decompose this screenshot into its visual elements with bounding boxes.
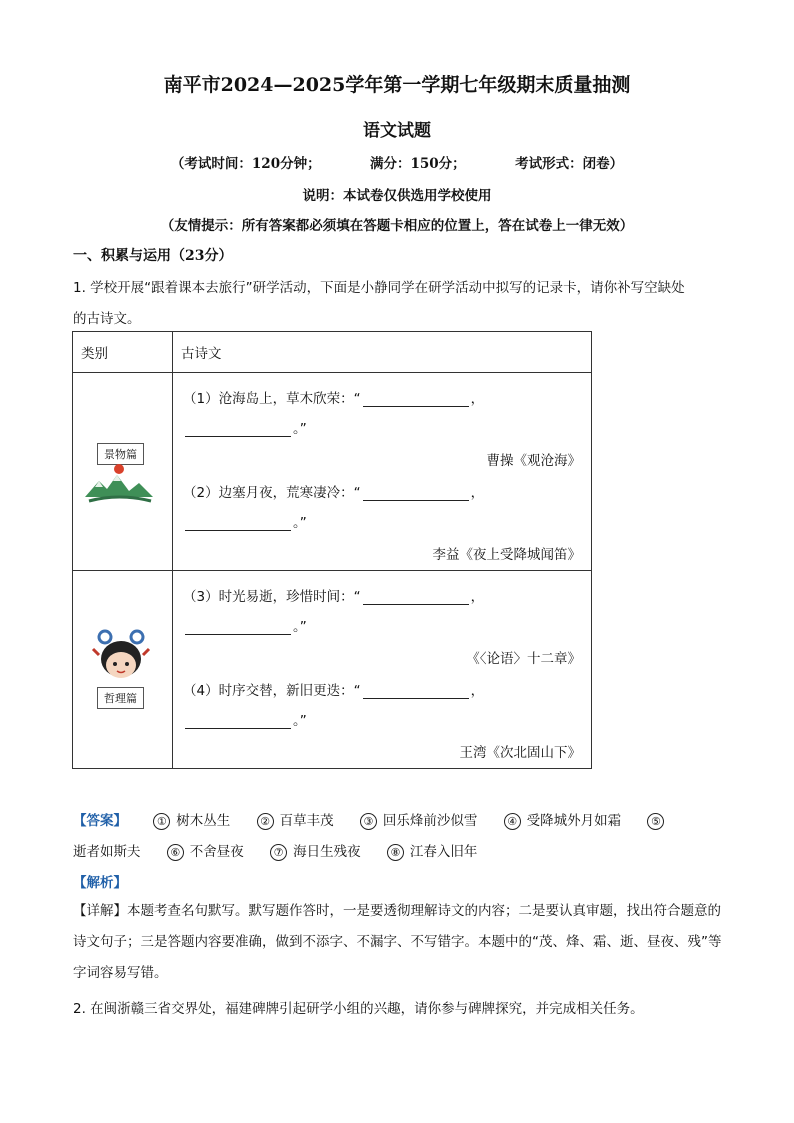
poem-item-4: （4）时序交替，新旧更迭：“ ，: [183, 683, 485, 699]
poem-item-2: （2）边塞月夜，荒寒凄冷：“ ，: [183, 485, 485, 501]
section-heading: 一、积累与运用（23分）: [73, 248, 233, 264]
poem-source-1: 曹操《观沧海》: [486, 453, 581, 469]
analysis-detail: [73, 896, 723, 989]
answer-blank[interactable]: [363, 684, 469, 699]
category-scenery: [73, 373, 173, 571]
answer-blank[interactable]: [363, 486, 469, 501]
poem-item-3: （3）时光易逝，珍惜时间：“ ，: [183, 589, 485, 605]
answer-blank[interactable]: [185, 422, 291, 437]
page-title: 南平市2024—2025学年第一学期七年级期末质量抽测: [163, 74, 631, 96]
question-2: 2. 在闽浙赣三省交界处，福建碑牌引起研学小组的兴趣，请你参与碑牌探究，并完成相关任务。: [73, 1001, 644, 1017]
detail-text: 本题考查名句默写。默写题作答时，一是要透彻理解诗文的内容；二是要认真审题，找出符合题意的诗文句子；三是答题内容要准确，做到不添字、不漏字、不写错字。本题中的“茂、烽、霜、逝、昼夜、残”等字词容易写错。: [73, 903, 722, 981]
answer-blank[interactable]: [363, 590, 469, 605]
exam-form: 考试形式：闭卷）: [515, 156, 624, 172]
cartoon-girl-icon: [91, 629, 151, 685]
philosophy-poems-cell: [173, 571, 592, 769]
answer-blank[interactable]: [363, 392, 469, 407]
poem-item-2-line-2: 。”: [183, 511, 307, 531]
answer-blank[interactable]: [185, 516, 291, 531]
answer-item: ③ 回乐烽前沙似雪: [360, 809, 478, 830]
answer-item: ⑧ 江春入旧年: [387, 840, 478, 861]
analysis-label: 【解析】: [73, 875, 127, 891]
category-label-philosophy: 哲理篇: [97, 687, 144, 709]
exam-meta: [0, 152, 794, 172]
question-1-line-1: 1. 学校开展“跟着课本去旅行”研学活动，下面是小静同学在研学活动中拟写的记录卡，请你补写空缺处: [73, 280, 685, 296]
answer-item: 逝者如斯夫: [73, 844, 141, 860]
poem-item-1-line-2: 。”: [183, 417, 307, 437]
answer-item: ⑦ 海日生残夜: [270, 840, 361, 861]
poem-source-3: 《〈论语〉十二章》: [466, 651, 581, 667]
question-1-line-2: 的古诗文。: [73, 311, 141, 327]
exam-time: （考试时间：120分钟；: [170, 156, 321, 172]
record-card-table: [72, 331, 592, 769]
poem-item-4-line-2: 。”: [183, 709, 307, 729]
poem-item-1: （1）沧海岛上，草木欣荣：“ ，: [183, 391, 485, 407]
full-score: 满分：150分；: [370, 156, 466, 172]
detail-label: 【详解】: [73, 903, 127, 919]
answer-label: 【答案】: [73, 813, 127, 829]
answer-blank[interactable]: [185, 714, 291, 729]
category-philosophy: [73, 571, 173, 769]
friendly-tip: （友情提示：所有答案都必须填在答题卡相应的位置上，答在试卷上一律无效）: [160, 218, 634, 234]
scenery-poems-cell: [173, 373, 592, 571]
answer-blank[interactable]: [185, 620, 291, 635]
landscape-icon: [83, 463, 155, 507]
poem-source-4: 王湾《次北固山下》: [459, 745, 581, 761]
answer-item: ⑤: [647, 813, 670, 830]
category-label-scenery: 景物篇: [97, 443, 144, 465]
answer-item: ⑥ 不舍昼夜: [167, 840, 244, 861]
poem-item-3-line-2: 。”: [183, 615, 307, 635]
table-header-poetry: 古诗文: [173, 332, 592, 373]
answer-row-1: [73, 809, 670, 830]
usage-note: 说明：本试卷仅供选用学校使用: [302, 188, 492, 204]
table-header-category: 类别: [73, 332, 173, 373]
answer-row-2: [73, 840, 499, 861]
page-subtitle: 语文试题: [363, 121, 431, 141]
answer-item: ② 百草丰茂: [257, 809, 334, 830]
poem-source-2: 李益《夜上受降城闻笛》: [432, 547, 581, 563]
answer-item: ① 树木丛生: [153, 809, 230, 830]
answer-item: ④ 受降城外月如霜: [504, 809, 622, 830]
